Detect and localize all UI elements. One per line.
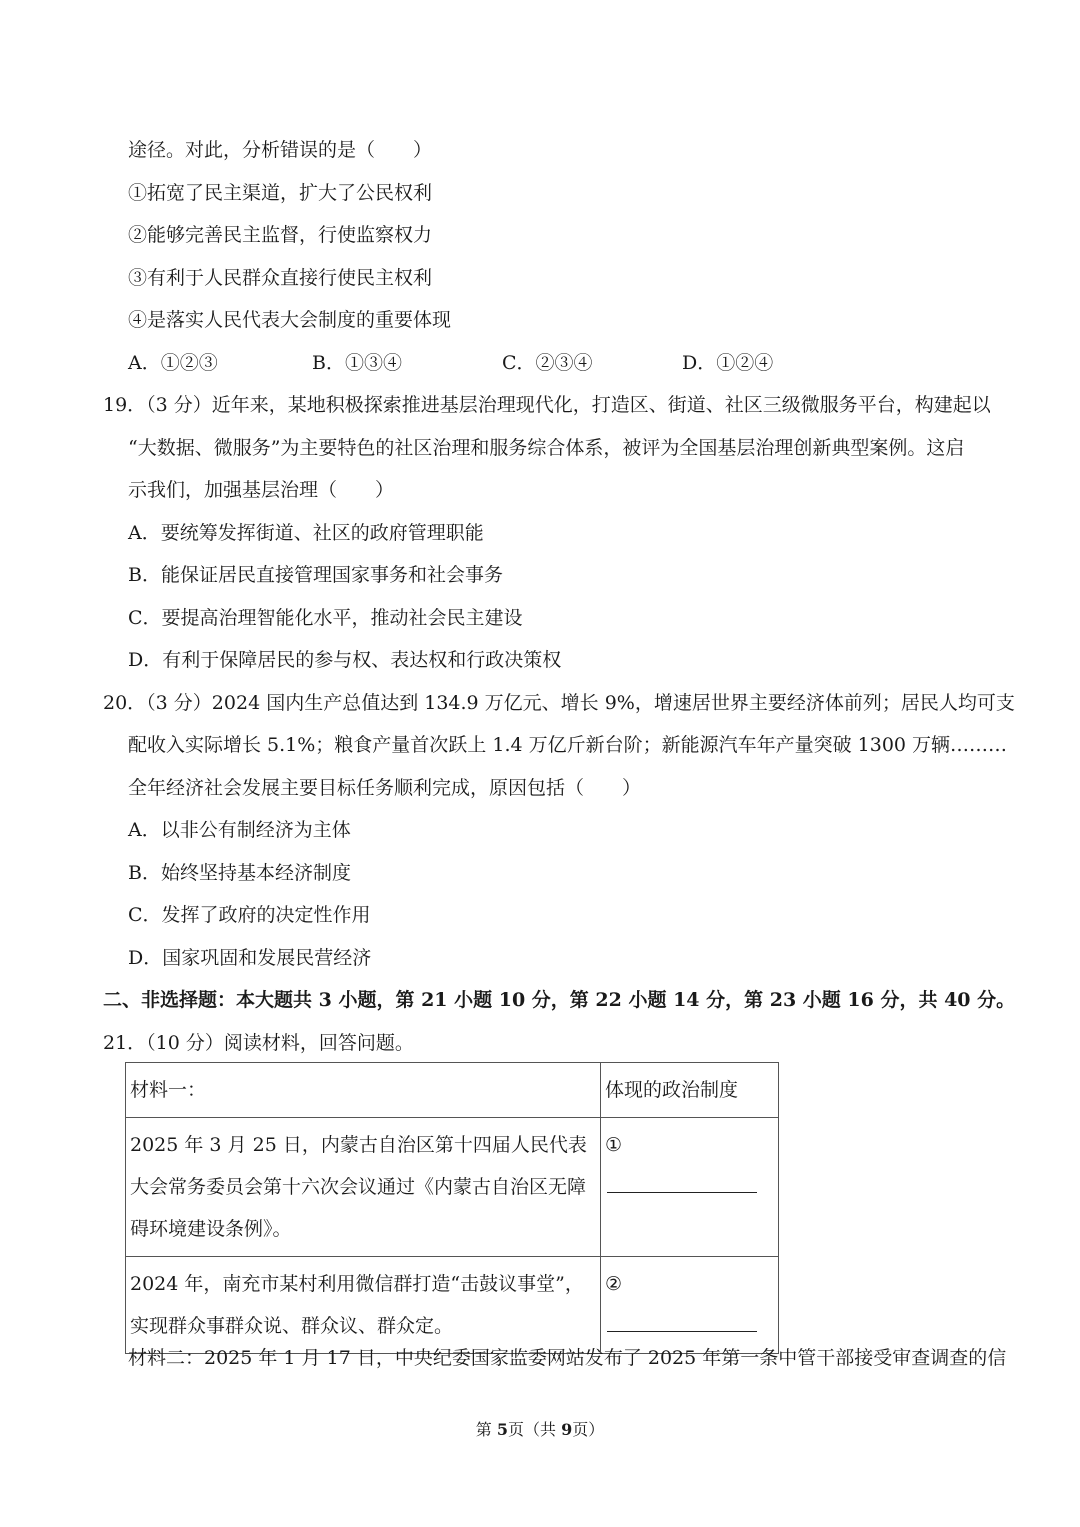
footer-page-number: 5	[496, 1420, 508, 1439]
answer-marker-2: ②	[605, 1273, 623, 1295]
q18-option-a: A．①②③	[128, 352, 218, 374]
q18-item-1: ①拓宽了民主渠道，扩大了公民权利	[128, 182, 433, 204]
table-header-material: 材料一：	[126, 1063, 601, 1118]
table-row	[126, 1118, 779, 1257]
answer-marker-1: ①	[605, 1134, 623, 1156]
answer-blank-1[interactable]	[607, 1172, 757, 1193]
q18-option-c: C．②③④	[502, 352, 593, 374]
q20-option-c: C．发挥了政府的决定性作用	[128, 904, 371, 926]
table-header-row	[126, 1063, 779, 1118]
q20-option-d: D．国家巩固和发展民营经济	[128, 947, 372, 969]
answer-blank-2[interactable]	[607, 1311, 757, 1332]
footer-total-pages: 9	[561, 1420, 573, 1439]
q20-option-a: A．以非公有制经济为主体	[128, 819, 351, 841]
table-cell-material-1: 2025 年 3 月 25 日，内蒙古自治区第十四届人民代表大会常务委员会第十六次会议通过《内蒙古自治区无障碍环境建设条例》。	[126, 1118, 601, 1257]
q18-item-4: ④是落实人民代表大会制度的重要体现	[128, 309, 452, 331]
q19-line-3: 示我们，加强基层治理（ ）	[128, 479, 395, 501]
q21-stem: 21．（10 分）阅读材料，回答问题。	[103, 1032, 414, 1054]
q19-line-2: “大数据、微服务”为主要特色的社区治理和服务综合体系，被评为全国基层治理创新典型案例。这启	[128, 437, 965, 459]
q19-option-a: A．要统筹发挥街道、社区的政府管理职能	[128, 522, 484, 544]
q20-line-2: 配收入实际增长 5.1%；粮食产量首次跃上 1.4 万亿斤新台阶；新能源汽车年产量突破 1300 万辆………	[128, 734, 1008, 756]
footer-prefix: 第	[475, 1420, 497, 1439]
q20-line-3: 全年经济社会发展主要目标任务顺利完成，原因包括（ ）	[128, 777, 642, 799]
q20-line-1: 20．（3 分）2024 国内生产总值达到 134.9 万亿元、增长 9%，增速居世界主要经济体前列；居民人均可支	[103, 692, 1015, 714]
q19-option-d: D．有利于保障居民的参与权、表达权和行政决策权	[128, 649, 562, 671]
table-cell-answer-2	[601, 1257, 779, 1354]
q19-option-b: B．能保证居民直接管理国家事务和社会事务	[128, 564, 503, 586]
q18-item-3: ③有利于人民群众直接行使民主权利	[128, 267, 433, 289]
table-cell-material-2: 2024 年，南充市某村利用微信群打造“击鼓议事堂”，实现群众事群众说、群众议、群众定。	[126, 1257, 601, 1354]
footer-middle: 页（共	[507, 1420, 562, 1439]
q18-option-d: D．①②④	[682, 352, 774, 374]
q19-line-1: 19．（3 分）近年来，某地积极探索推进基层治理现代化，打造区、街道、社区三级微服务平台，构建起以	[103, 394, 991, 416]
q21-material-2: 材料二：2025 年 1 月 17 日，中央纪委国家监委网站发布了 2025 年第一条中管干部接受审查调查的信	[128, 1347, 1007, 1369]
table-cell-answer-1	[601, 1118, 779, 1257]
q18-option-b: B．①③④	[312, 352, 402, 374]
page-footer	[0, 1417, 1080, 1440]
q18-item-2: ②能够完善民主监督，行使监察权力	[128, 224, 433, 246]
q18-stem-end: 途径。对此，分析错误的是（ ）	[128, 139, 433, 161]
section-2-heading: 二、非选择题：本大题共 3 小题，第 21 小题 10 分，第 22 小题 14 分，第 23 小题 16 分，共 40 分。	[103, 989, 1016, 1011]
material-table	[125, 1062, 779, 1354]
q19-option-c: C．要提高治理智能化水平，推动社会民主建设	[128, 607, 523, 629]
table-header-system: 体现的政治制度	[601, 1063, 779, 1118]
q20-option-b: B．始终坚持基本经济制度	[128, 862, 351, 884]
footer-suffix: 页）	[572, 1420, 605, 1439]
table-row	[126, 1257, 779, 1354]
